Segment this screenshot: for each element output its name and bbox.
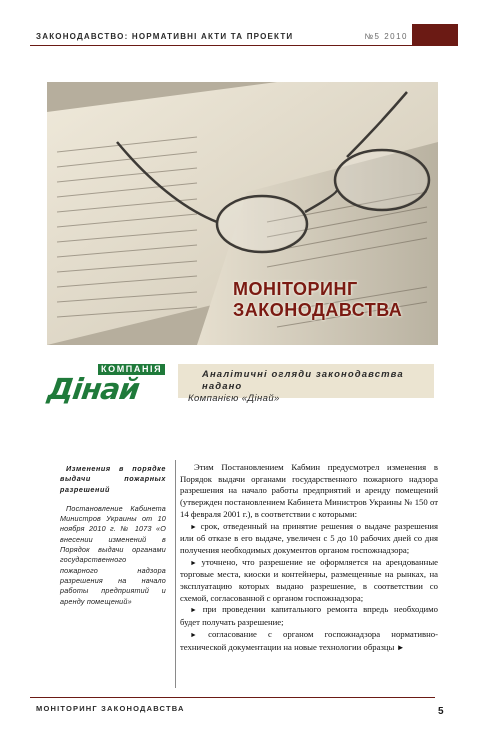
article-bullet bbox=[180, 629, 438, 653]
header-issue-number: №5 2010 bbox=[364, 32, 408, 41]
article-bullet-text: срок, отведенный на принятие решения о выдаче разрешения или об отказе в его выдаче, увеличен с 5 до 10 рабочих дней со дня получения необходимых документов органом госпожнадзора; bbox=[180, 520, 438, 555]
logo-wordmark: Дінай bbox=[45, 372, 142, 406]
sidebar-body: Постановление Кабинета Министров Украины от 10 ноября 2010 г. № 1073 «О внесении изменений в Порядок выдачи органами государственного пожарного надзора разрешения на начало работы предприятий и аренду помещений» bbox=[60, 503, 166, 606]
subtitle-line1: Аналітичні огляди законодавства надано bbox=[202, 369, 404, 392]
bullet-marker-icon: ► bbox=[190, 606, 197, 615]
bullet-marker-icon: ► bbox=[190, 630, 197, 639]
article-bullet-text: уточнено, что разрешение не оформляется на арендованные торговые места, киоски и контейнеры, размещенные на рынках, на эксплуатацию которых выдано разрешение, в соответствии со схемой, согласованной с органом госпожнадзора; bbox=[180, 556, 439, 603]
subtitle-text bbox=[188, 369, 432, 405]
page-header bbox=[30, 28, 458, 46]
continue-arrow-icon: ► bbox=[396, 642, 405, 652]
article-body bbox=[180, 462, 438, 653]
hero-title-line1: МОНІТОРИНГ bbox=[233, 279, 358, 299]
article-bullet bbox=[180, 557, 438, 605]
article-bullet bbox=[180, 604, 438, 628]
column-divider bbox=[175, 460, 176, 688]
hero-title bbox=[233, 279, 402, 321]
hero-title-line2: ЗАКОНОДАВСТВА bbox=[233, 300, 403, 320]
subtitle-line2: Компанією «Дінай» bbox=[188, 393, 280, 404]
sidebar-summary bbox=[60, 464, 166, 616]
bullet-marker-icon: ► bbox=[190, 558, 197, 567]
footer-rule bbox=[30, 697, 435, 698]
header-color-block bbox=[412, 24, 458, 46]
article-bullet-text: при проведении капитального ремонта впредь необходимо будет получать разрешение; bbox=[180, 604, 438, 628]
logo-company-label: КОМПАНІЯ bbox=[98, 364, 165, 375]
company-logo bbox=[45, 364, 168, 406]
hero-image bbox=[47, 82, 438, 345]
page-number: 5 bbox=[438, 706, 444, 717]
footer-section-title: МОНІТОРИНГ ЗАКОНОДАВСТВА bbox=[36, 704, 185, 713]
sidebar-title: Изменения в порядке выдачи пожарных разрешений bbox=[60, 464, 166, 494]
article-bullet bbox=[180, 521, 438, 557]
bullet-marker-icon: ► bbox=[190, 522, 197, 531]
header-section-title: ЗАКОНОДАВСТВО: НОРМАТИВНІ АКТИ ТА ПРОЕКТИ bbox=[36, 32, 294, 41]
article-intro: Этим Постановлением Кабмин предусмотрел изменения в Порядок выдачи органами государственного пожарного надзора разрешения на начало работы предприятий и аренду помещений (утвержден постановлением Кабинета Министров Украины № 150 от 14 февраля 2001 г.), в соответствии с которыми: bbox=[180, 462, 438, 519]
article-bullet-text: согласование с органом госпожнадзора нормативно-технической документации на новые технологии образцы bbox=[180, 628, 438, 652]
header-rule bbox=[30, 45, 435, 46]
subtitle-box bbox=[178, 364, 434, 404]
